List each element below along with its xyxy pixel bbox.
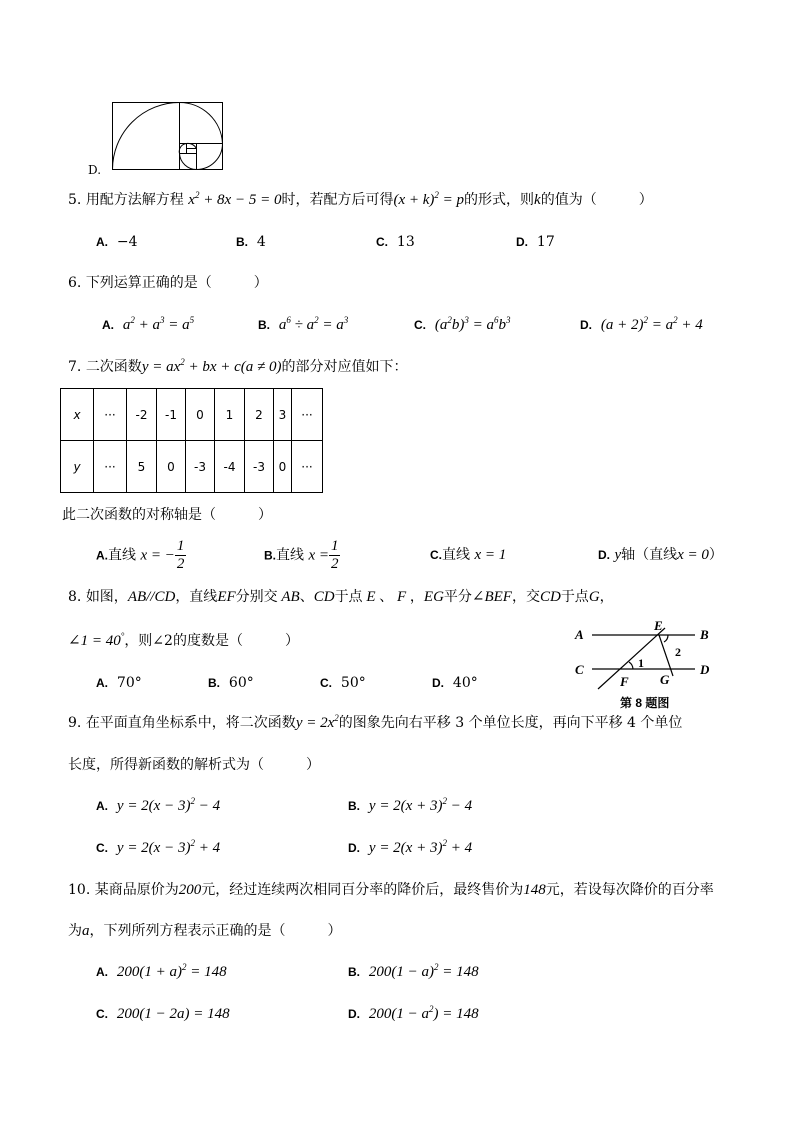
- parallel-lines-figure: [570, 618, 720, 712]
- q7-option-c[interactable]: C.直线 x = 1: [430, 547, 507, 563]
- value-table: [60, 388, 323, 493]
- point-b-label: B: [700, 627, 709, 642]
- q8-option-a[interactable]: A. 70°: [96, 675, 142, 691]
- q5-option-b[interactable]: B. 4: [236, 234, 266, 250]
- q7-option-b[interactable]: B.直线 x = $\frac{1}{2}$: [264, 538, 339, 572]
- q9-option-b[interactable]: B. $y = 2(x + 3)^2 - 4$: [348, 796, 473, 814]
- angle-1-label: 1: [638, 656, 644, 670]
- table-cell: ···: [94, 441, 127, 493]
- q10-option-d[interactable]: D. $200(1 - a^2) = 148$: [348, 1004, 479, 1022]
- point-a-label: A: [575, 627, 584, 642]
- q5-text3: 的形式，则: [464, 192, 535, 208]
- question-10: 10. 某商品原价为200元，经过连续两次相同百分率的降价后，最终售价为148元，若设每次降价的百分率: [68, 882, 714, 898]
- q5-equation: $x^2 + 8x - 5 = 0$: [188, 190, 282, 208]
- q8-option-d[interactable]: D. 40°: [432, 675, 478, 691]
- q7-option-d[interactable]: D. y轴（直线x = 0）: [598, 547, 723, 563]
- q8-option-c[interactable]: C. 50°: [320, 675, 366, 691]
- q5-number: 5.: [68, 192, 82, 208]
- q10-option-b[interactable]: B. $200(1 - a)^2 = 148$: [348, 962, 479, 980]
- q8-option-b[interactable]: B. 60°: [208, 675, 254, 691]
- question-6: [68, 274, 268, 292]
- table-cell: 1: [215, 389, 245, 441]
- question-8: 8. 如图，AB//CD，直线EF分别交 AB、CD于点 E 、 F ，EG平分∠BEF，交CD于点G，: [68, 589, 614, 605]
- table-cell: -1: [157, 389, 186, 441]
- q7-number: 7.: [68, 359, 82, 375]
- q8-line2: ∠1 = 40°，则∠2的度数是（ ）: [68, 631, 299, 649]
- table-cell: 5: [127, 441, 157, 493]
- golden-spiral-figure[interactable]: [110, 100, 226, 172]
- q5-text4: 的值为（ ）: [540, 192, 653, 208]
- q5-form: $(x + k)^2 = p$: [393, 190, 465, 208]
- q7-option-a[interactable]: A.直线 x = − $\frac{1}{2}$: [96, 538, 185, 572]
- table-cell: 0: [157, 441, 186, 493]
- table-cell: -2: [127, 389, 157, 441]
- table-cell: ···: [292, 441, 323, 493]
- q5-text2: 时，若配方后可得: [281, 192, 394, 208]
- q7-question: 此二次函数的对称轴是（ ）: [62, 507, 272, 523]
- figure-caption: 第 8 题图: [620, 696, 670, 710]
- question-7: [68, 358, 408, 376]
- point-c-label: C: [575, 662, 584, 677]
- q5-k: k: [534, 192, 541, 208]
- table-cell: ···: [94, 389, 127, 441]
- question-9: 9. 在平面直角坐标系中，将二次函数$y = 2x^2$的图象先向右平移 3 个单位长度，再向下平移 4 个单位: [68, 713, 683, 731]
- table-cell: ···: [292, 389, 323, 441]
- q7-function: $y = ax^2$ + bx + c(a ≠ 0): [141, 357, 282, 375]
- table-cell: -3: [186, 441, 215, 493]
- angle-2-label: 2: [675, 645, 681, 659]
- q5-text1: 用配方法解方程: [85, 192, 184, 208]
- q10-option-c[interactable]: C. 200(1 − 2a) = 148: [96, 1006, 230, 1022]
- q5-option-a[interactable]: A. −4: [96, 234, 138, 250]
- point-d-label: D: [700, 662, 710, 677]
- point-f-label: F: [620, 674, 629, 689]
- point-g-label: G: [660, 672, 670, 687]
- question-5: [68, 191, 653, 209]
- q6-option-a[interactable]: A. $a^2 + a^3 = a^5$: [102, 315, 195, 333]
- q6-text: 下列运算正确的是（ ）: [85, 275, 268, 291]
- q10-line2: 为a，下列所列方程表示正确的是（ ）: [68, 923, 342, 939]
- q6-option-b[interactable]: B. $a^6 \div a^2 = a^3$: [258, 315, 349, 333]
- q7-text1: 二次函数: [85, 359, 142, 375]
- q9-option-a[interactable]: A. $y = 2(x - 3)^2 - 4$: [96, 796, 221, 814]
- table-cell: 2: [245, 389, 274, 441]
- point-e-label: E: [654, 618, 663, 633]
- table-cell: -3: [245, 441, 274, 493]
- table-header-x: x: [61, 389, 94, 441]
- q7-text2: 的部分对应值如下：: [281, 359, 408, 375]
- table-cell: 0: [186, 389, 215, 441]
- q6-number: 6.: [68, 275, 82, 291]
- q5-option-d[interactable]: D. 17: [516, 234, 555, 250]
- q10-option-a[interactable]: A. $200(1 + a)^2 = 148$: [96, 962, 227, 980]
- q6-option-c[interactable]: C. $(a^2b)^3 = a^6b^3$: [414, 315, 511, 333]
- q9-line2: 长度，所得新函数的解析式为（ ）: [68, 757, 320, 773]
- q9-option-d[interactable]: D. $y = 2(x + 3)^2 + 4$: [348, 838, 473, 856]
- table-cell: -4: [215, 441, 245, 493]
- q5-option-c[interactable]: C. 13: [376, 234, 415, 250]
- table-header-y: y: [61, 441, 94, 493]
- q6-option-d[interactable]: D. $(a + 2)^2 = a^2 + 4$: [580, 315, 703, 333]
- table-cell: 3: [274, 389, 292, 441]
- table-cell: 0: [274, 441, 292, 493]
- q9-option-c[interactable]: C. $y = 2(x - 3)^2 + 4$: [96, 838, 221, 856]
- q4-option-d-label[interactable]: D.: [88, 163, 102, 177]
